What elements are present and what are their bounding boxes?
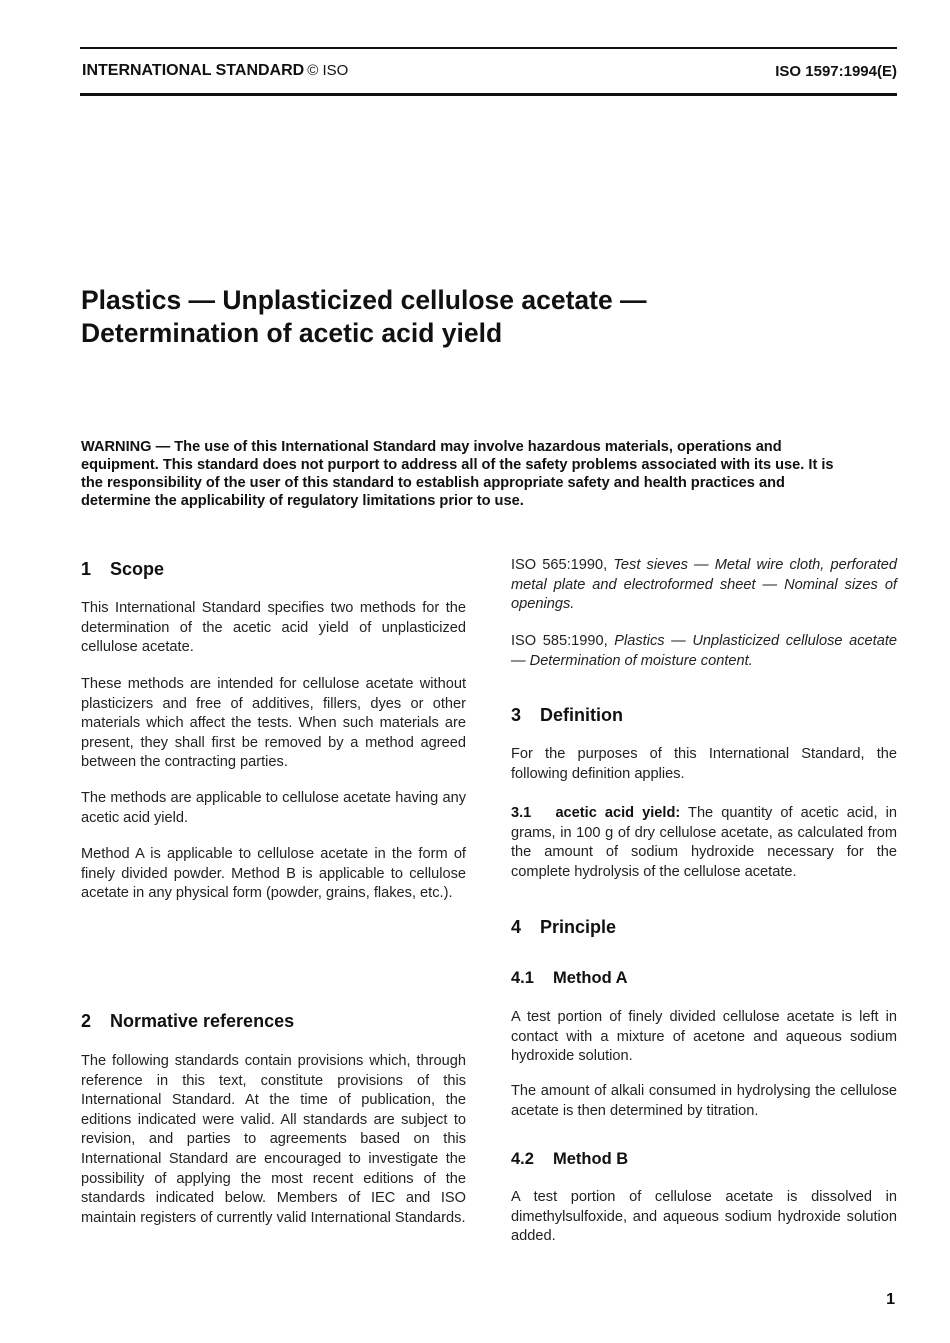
section-definition-heading <box>511 705 623 726</box>
reference-code: ISO 585:1990, <box>511 633 608 649</box>
section-number: 3 <box>511 705 522 725</box>
subsection-number: 4.1 <box>511 969 534 987</box>
reference-code: ISO 565:1990, <box>511 557 608 573</box>
scope-paragraph-1: This International Standard specifies two methods for the determination of the acetic acid yield of unplasticized cellulose acetate. <box>81 600 466 656</box>
header-doc-id: ISO 1597:1994(E) <box>775 63 897 80</box>
header-standard-title: INTERNATIONAL STANDARD <box>82 62 305 79</box>
section-normative-heading <box>81 1011 294 1032</box>
subsection-title: Method B <box>553 1150 629 1168</box>
method-b-paragraph-1: A test portion of cellulose acetate is dissolved in dimethylsulfoxide, and aqueous sodium hydroxide solution added. <box>511 1189 897 1245</box>
reference-title: Test sieves — Metal wire cloth, perforated metal plate and electroformed sheet — Nominal sizes of openings. <box>511 557 897 613</box>
method-a-paragraph-2: The amount of alkali consumed in hydrolysing the cellulose acetate is then determined by titration. <box>511 1083 897 1119</box>
header-bottom-rule <box>80 93 897 96</box>
section-principle-heading <box>511 917 616 938</box>
scope-paragraph-3: The methods are applicable to cellulose acetate having any acetic acid yield. <box>81 790 466 826</box>
section-title: Normative references <box>110 1011 295 1031</box>
section-number: 2 <box>81 1011 92 1031</box>
header-top-rule <box>80 47 897 49</box>
header-standard-label <box>82 62 348 80</box>
title-line-1: Plastics — Unplasticized cellulose acetate — <box>81 285 647 315</box>
section-number: 1 <box>81 559 92 579</box>
reference-iso-585 <box>511 632 897 671</box>
reference-title: Plastics — Unplasticized cellulose acetate — Determination of moisture content. <box>511 633 898 669</box>
subsection-method-b-heading <box>511 1150 628 1169</box>
document-title <box>81 284 841 350</box>
normative-paragraph: The following standards contain provisions which, through reference in this text, constitute provisions of this International Standard. At the time of publication, the editions indicated were valid. All standards are subject to revision, and parties to agreements based on this International Standard are encouraged to investigate the possibility of applying the most recent editions of the standards indicated below. Members of IEC and ISO maintain registers of currently valid International Standards. <box>81 1053 466 1226</box>
section-title: Scope <box>110 559 165 579</box>
subsection-number: 4.2 <box>511 1150 534 1168</box>
section-number: 4 <box>511 917 522 937</box>
scope-paragraph-2: These methods are intended for cellulose acetate without plasticizers and free of additives, fillers, dyes or other materials which affect the tests. When such materials are present, they shall first be removed by a method agreed between the contracting parties. <box>81 676 466 771</box>
definition-term <box>511 804 897 882</box>
warning-notice: WARNING — The use of this International Standard may involve hazardous materials, operations and equipment. This standard does not purport to address all of the safety problems associated with its use. It is the responsibility of the user of this standard to establish appropriate safety and health practices and determine the applicability of regulatory limitations prior to use. <box>81 439 834 509</box>
header-copyright: © ISO <box>307 62 349 79</box>
scope-paragraph-4: Method A is applicable to cellulose acetate in the form of finely divided powder. Method B is applicable to cellulose acetate in any physical form (powder, grains, flakes, etc.). <box>81 846 466 902</box>
subsection-title: Method A <box>553 969 628 987</box>
section-scope-heading <box>81 559 164 580</box>
subsection-method-a-heading <box>511 969 628 988</box>
term-text: The quantity of acetic acid, in grams, in 100 g of dry cellulose acetate, as calculated from the amount of sodium hydroxide necessary for the complete hydrolysis of the cellulose acetate. <box>511 805 898 880</box>
section-title: Principle <box>540 917 617 937</box>
title-line-2: Determination of acetic acid yield <box>81 318 503 348</box>
method-a-paragraph-1: A test portion of finely divided cellulose acetate is left in contact with a mixture of acetone and aqueous sodium hydroxide solution. <box>511 1009 897 1065</box>
definition-intro: For the purposes of this International Standard, the following definition applies. <box>511 746 897 782</box>
term-name: acetic acid yield: <box>555 805 681 821</box>
page-number: 1 <box>886 1291 895 1308</box>
reference-iso-565 <box>511 556 897 615</box>
section-title: Definition <box>540 705 623 725</box>
term-number: 3.1 <box>511 805 532 821</box>
